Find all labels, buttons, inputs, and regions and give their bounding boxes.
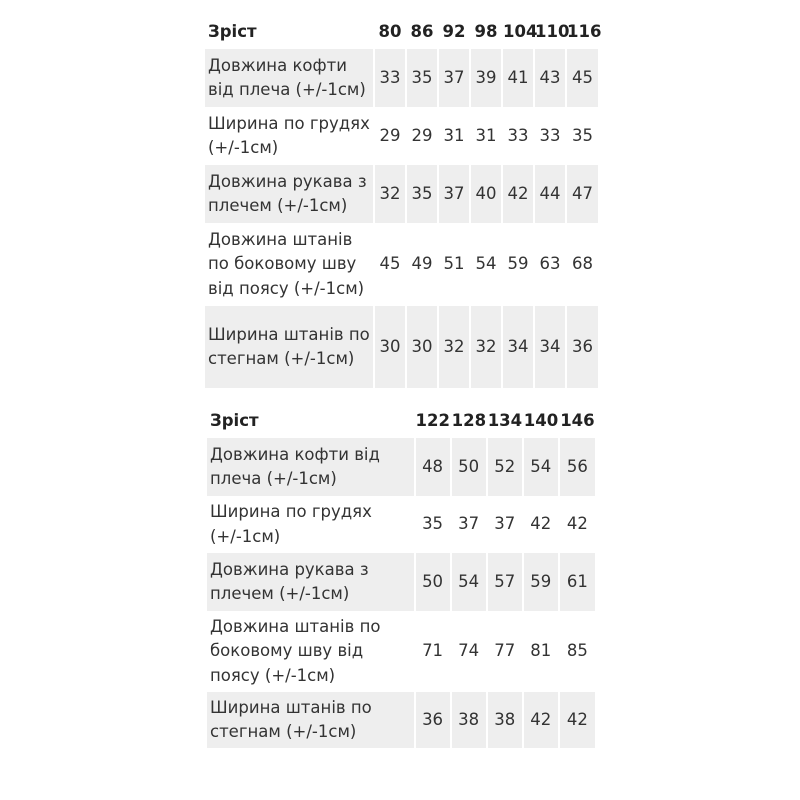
cell-value: 35 bbox=[572, 125, 593, 145]
cell-value: 34 bbox=[534, 306, 566, 388]
cell-value: 29 bbox=[374, 107, 406, 165]
cell-value: 42 bbox=[523, 692, 559, 748]
cell-value: 85 bbox=[566, 641, 588, 661]
size-header: 104 bbox=[502, 15, 534, 49]
row-label: Ширина штанів по стегнам (+/-1см) bbox=[207, 692, 415, 748]
table-row bbox=[205, 306, 598, 388]
cell-value: 50 bbox=[451, 438, 487, 496]
cell-value: 59 bbox=[502, 223, 534, 306]
cell-value: 54 bbox=[523, 438, 559, 496]
cell-value: 37 bbox=[438, 49, 470, 107]
table-row bbox=[205, 49, 598, 107]
size-header: 140 bbox=[523, 404, 559, 438]
cell-value: 35 bbox=[415, 496, 451, 553]
table-row bbox=[207, 611, 595, 692]
table-row bbox=[205, 165, 598, 223]
cell-value: 36 bbox=[566, 306, 598, 388]
cell-value: 63 bbox=[534, 223, 566, 306]
size-table-large bbox=[207, 404, 595, 748]
cell-value: 81 bbox=[523, 611, 559, 692]
cell-value: 41 bbox=[502, 49, 534, 107]
cell-value: 38 bbox=[451, 692, 487, 748]
cell-value: 47 bbox=[566, 165, 598, 223]
cell-value: 29 bbox=[406, 107, 438, 165]
cell-value: 33 bbox=[502, 107, 534, 165]
row-label: Довжина рукава з плечем (+/-1см) bbox=[205, 165, 374, 223]
table-header-row bbox=[205, 15, 598, 49]
row-label: Довжина штанів по боковому шву від поясу (+/-1см) bbox=[207, 611, 415, 692]
cell-value: 32 bbox=[470, 306, 502, 388]
size-table-small bbox=[205, 15, 602, 388]
cell-value: 51 bbox=[438, 223, 470, 306]
cell-value: 61 bbox=[559, 553, 595, 611]
row-label: Довжина рукава з плечем (+/-1см) bbox=[207, 553, 415, 611]
row-label: Ширина по грудях (+/-1см) bbox=[207, 496, 415, 553]
table-row bbox=[207, 438, 595, 496]
cell-value: 45 bbox=[566, 49, 598, 107]
row-label: Довжина штанів по боковому шву від поясу (+/-1см) bbox=[205, 223, 374, 306]
table-row bbox=[205, 107, 598, 165]
cell-value: 31 bbox=[470, 107, 502, 165]
size-header: 128 bbox=[451, 404, 487, 438]
cell-value: 37 bbox=[438, 165, 470, 223]
cell-value: 32 bbox=[438, 306, 470, 388]
size-header: 92 bbox=[438, 15, 470, 49]
cell-value: 30 bbox=[374, 306, 406, 388]
cell-value: 35 bbox=[406, 165, 438, 223]
cell-value: 36 bbox=[415, 692, 451, 748]
cell-value: 33 bbox=[534, 107, 566, 165]
cell-value: 40 bbox=[470, 165, 502, 223]
cell-value: 77 bbox=[487, 611, 523, 692]
size-header: 80 bbox=[374, 15, 406, 49]
cell-value: 42 bbox=[566, 514, 588, 534]
cell-value: 71 bbox=[415, 611, 451, 692]
size-header: 110 bbox=[534, 15, 566, 49]
cell-value: 49 bbox=[406, 223, 438, 306]
cell-value: 59 bbox=[523, 553, 559, 611]
table-header-row bbox=[207, 404, 595, 438]
cell-value: 57 bbox=[487, 553, 523, 611]
cell-value: 74 bbox=[451, 611, 487, 692]
cell-value: 34 bbox=[502, 306, 534, 388]
row-label: Ширина по грудях (+/-1см) bbox=[205, 107, 374, 165]
row-label: Довжина кофти від плеча (+/-1см) bbox=[205, 49, 374, 107]
cell-value: 37 bbox=[451, 496, 487, 553]
cell-value: 42 bbox=[502, 165, 534, 223]
table-row bbox=[207, 496, 595, 553]
cell-value: 31 bbox=[438, 107, 470, 165]
cell-value: 48 bbox=[415, 438, 451, 496]
cell-value: 68 bbox=[572, 254, 593, 274]
cell-value: 44 bbox=[534, 165, 566, 223]
height-header-label: Зріст bbox=[207, 404, 415, 438]
cell-value: 54 bbox=[470, 223, 502, 306]
cell-value: 39 bbox=[470, 49, 502, 107]
cell-value: 52 bbox=[487, 438, 523, 496]
size-header: 122 bbox=[415, 404, 451, 438]
table-row bbox=[207, 692, 595, 748]
cell-value: 45 bbox=[374, 223, 406, 306]
height-header-label: Зріст bbox=[205, 15, 374, 49]
table-row bbox=[205, 223, 598, 306]
row-label: Ширина штанів по стегнам (+/-1см) bbox=[205, 306, 374, 388]
cell-value: 33 bbox=[374, 49, 406, 107]
size-header: 98 bbox=[470, 15, 502, 49]
cell-value: 35 bbox=[406, 49, 438, 107]
cell-value: 43 bbox=[534, 49, 566, 107]
table-row bbox=[207, 553, 595, 611]
size-header: 116 bbox=[567, 21, 602, 41]
size-header: 146 bbox=[560, 410, 595, 430]
cell-value: 56 bbox=[559, 438, 595, 496]
cell-value: 54 bbox=[451, 553, 487, 611]
cell-value: 42 bbox=[559, 692, 595, 748]
size-header: 86 bbox=[406, 15, 438, 49]
cell-value: 37 bbox=[487, 496, 523, 553]
row-label: Довжина кофти від плеча (+/-1см) bbox=[207, 438, 415, 496]
cell-value: 32 bbox=[374, 165, 406, 223]
size-header: 134 bbox=[487, 404, 523, 438]
cell-value: 30 bbox=[406, 306, 438, 388]
cell-value: 38 bbox=[487, 692, 523, 748]
cell-value: 42 bbox=[523, 496, 559, 553]
cell-value: 50 bbox=[415, 553, 451, 611]
